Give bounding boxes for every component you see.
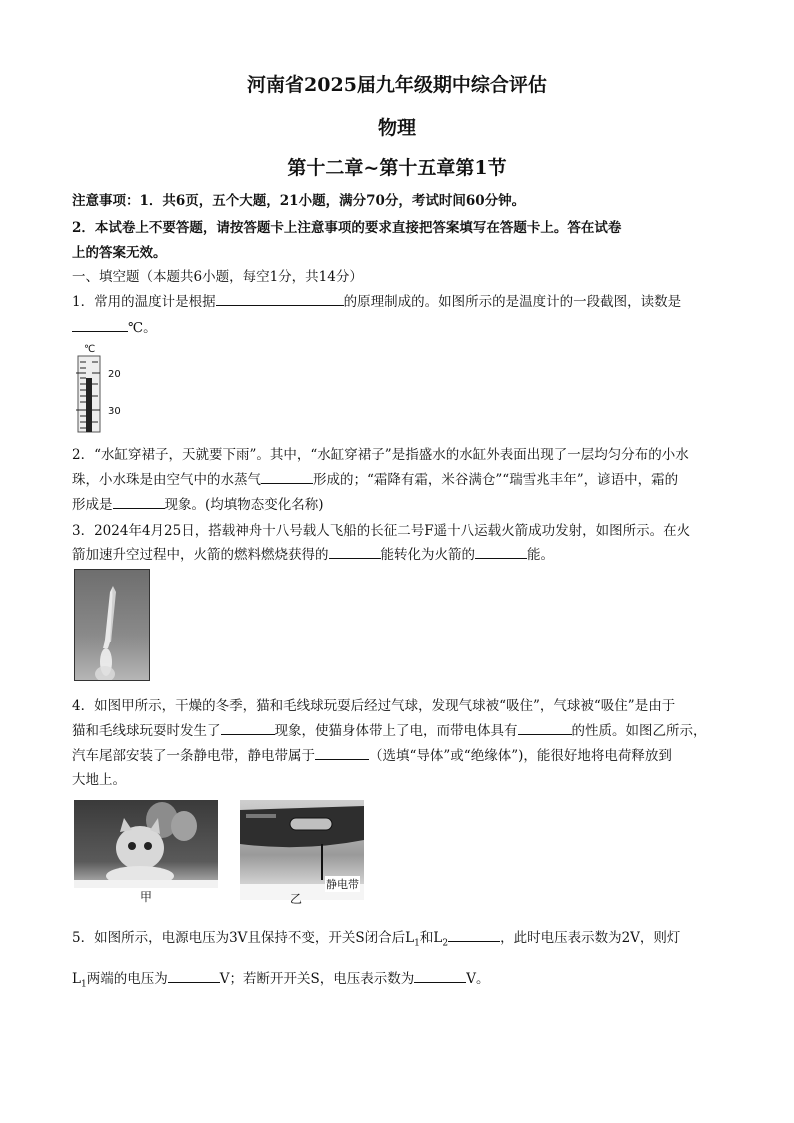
q3-line-1: 3．2024年4月25日，搭载神舟十八号载人飞船的长征二号F遥十八运载火箭成功发射，如图所示。在火 (72, 523, 691, 539)
notice-line-3: 上的答案无效。 (72, 245, 167, 261)
q1-blank-1[interactable] (216, 292, 344, 306)
cat-balloon-photo (74, 800, 218, 888)
q5-line-1: 5．如图所示，电源电压为3V且保持不变，开关S闭合后$L_1$和$L_2$ ，此时电压表示数为2V，则灯 (72, 930, 681, 949)
q5-blank-2[interactable] (168, 969, 220, 983)
figure-a-caption: 甲 (140, 890, 153, 904)
q4-blank-1[interactable] (221, 721, 275, 735)
rocket-icon (75, 570, 150, 681)
q4-blank-3[interactable] (315, 746, 369, 760)
q3-line-2: 箭加速升空过程中，火箭的燃料燃烧获得的 能转化为火箭的 能。 (72, 547, 554, 563)
thermometer-tick-30: 30 (108, 406, 121, 417)
q5-line-2: $L_1$两端的电压为 V；若断开开关S，电压表示数为 V。 (72, 971, 490, 990)
q1-blank-2[interactable] (72, 318, 128, 332)
figure-b-caption: 乙 (290, 892, 303, 906)
thermometer-tick-20: 20 (108, 369, 121, 380)
static-strap-label: 静电带 (326, 878, 359, 891)
q3-blank-2[interactable] (475, 545, 527, 559)
q3-blank-1[interactable] (329, 545, 381, 559)
thermometer-unit: ℃ (84, 344, 96, 355)
q5-blank-1[interactable] (448, 928, 500, 942)
q2-blank-2[interactable] (113, 495, 165, 509)
q4-blank-2[interactable] (518, 721, 572, 735)
q2-line-2: 珠，小水珠是由空气中的水蒸气 形成的；“霜降有霜，米谷满仓”“瑞雪兆丰年”，谚语中，霜的 (72, 472, 679, 488)
q4-line-4: 大地上。 (72, 772, 126, 788)
subject-title: 物理 (377, 117, 416, 139)
q2-blank-1[interactable] (261, 470, 313, 484)
q2-line-1: 2．“水缸穿裙子，天就要下雨”。其中，“水缸穿裙子”是指盛水的水缸外表面出现了一层均匀分布的小水 (72, 447, 689, 463)
q5-blank-3[interactable] (414, 969, 466, 983)
thermometer-liquid (86, 378, 92, 432)
scope-title: 第十二章~第十五章第1节 (287, 157, 507, 179)
q4-line-1: 4．如图甲所示，干燥的冬季，猫和毛线球玩耍后经过气球，发现气球被“吸住”，气球被“吸住”是由于 (72, 698, 676, 714)
q1-line-2: ℃。 (72, 316, 157, 336)
section-heading: 一、填空题（本题共6小题，每空1分，共14分） (72, 269, 363, 285)
q4-line-3: 汽车尾部安装了一条静电带，静电带属于 （选填“导体”或“绝缘体”)，能很好地将电荷释放到 (72, 748, 672, 764)
rocket-photo (74, 569, 150, 681)
q2-line-3: 形成是 现象。(均填物态变化名称) (72, 497, 324, 513)
exam-title: 河南省2025届九年级期中综合评估 (247, 74, 547, 96)
cat-icon (74, 800, 218, 888)
thermometer-figure (72, 342, 132, 434)
notice-line-1: 注意事项：1．共6页，五个大题，21小题，满分70分，考试时间60分钟。 (72, 193, 526, 209)
q4-line-2: 猫和毛线球玩耍时发生了 现象，使猫身体带上了电，而带电体具有 的性质。如图乙所示， (72, 723, 707, 739)
q1-line-1: 1．常用的温度计是根据 的原理制成的。如图所示的是温度计的一段截图，读数是 (72, 294, 682, 310)
notice-line-2: 2．本试卷上不要答题，请按答题卡上注意事项的要求直接把答案填写在答题卡上。答在试卷 (72, 220, 622, 236)
